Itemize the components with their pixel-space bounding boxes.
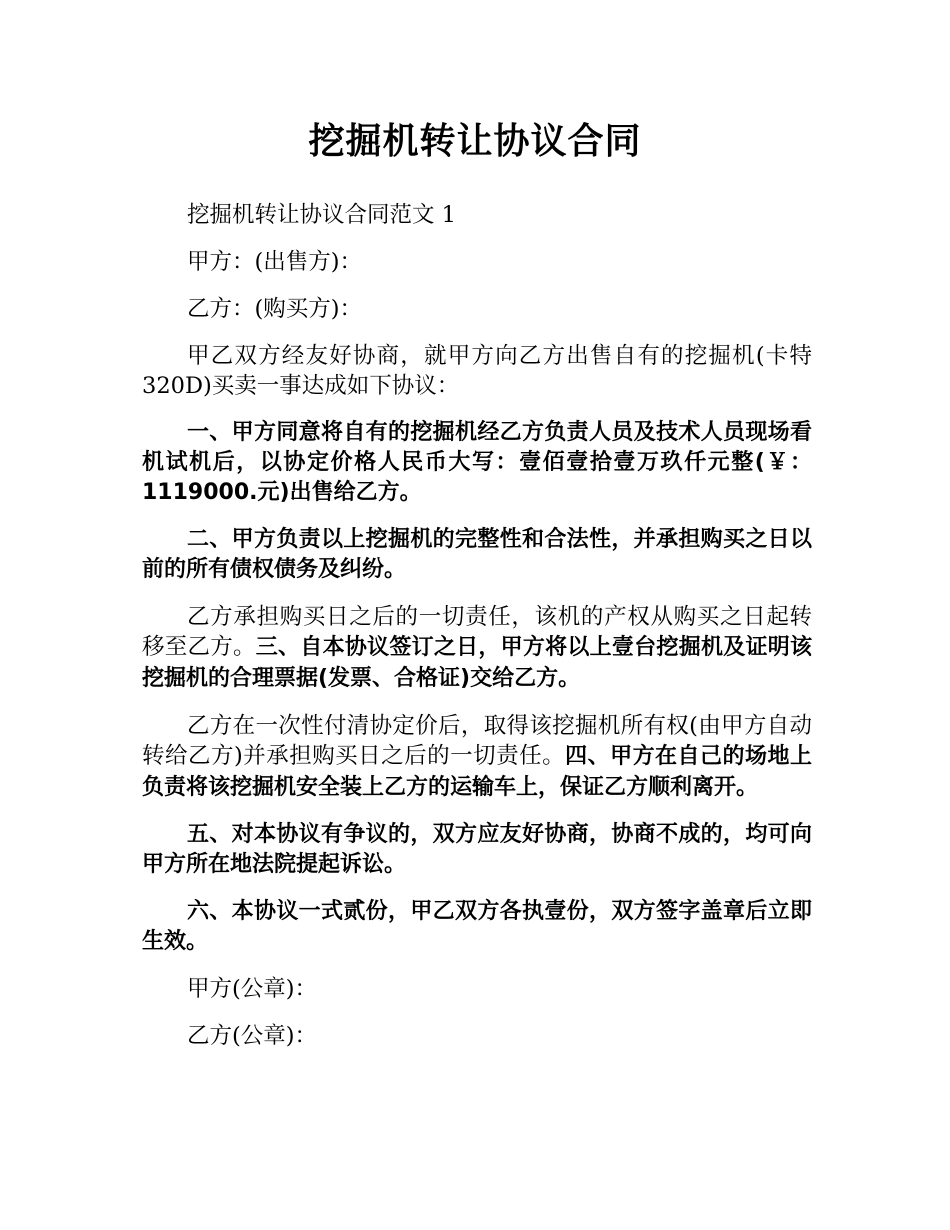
- clause-1: 一、甲方同意将自有的挖掘机经乙方负责人员及技术人员现场看机试机后，以协定价格人民币大写：壹佰壹拾壹万玖仟元整(￥：1119000.元)出售给乙方。: [142, 420, 812, 505]
- party-a-line: 甲方：(出售方)：: [187, 249, 363, 275]
- document-body: [142, 200, 812, 1068]
- responsibility-paragraph: [142, 602, 812, 694]
- clause-6: 六、本协议一式贰份，甲乙双方各执壹份，双方签字盖章后立即生效。: [142, 899, 812, 954]
- seal-a-line: 甲方(公章)：: [187, 976, 318, 1002]
- document-subtitle: 挖掘机转让协议合同范文 1: [187, 202, 456, 228]
- clause-2: 二、甲方负责以上挖掘机的完整性和合法性，并承担购买之日以前的所有债权债务及纠纷。: [142, 527, 812, 582]
- responsibility-text: 乙方承担购买日之后的一切责任，该机的产权从购买之日起转移至乙方。: [142, 604, 812, 660]
- ownership-text: 乙方在一次性付清协定价后，取得该挖掘机所有权(由甲方自动转给乙方)并承担购买日之后的一切责任。: [142, 713, 812, 769]
- seal-b-line: 乙方(公章)：: [187, 1023, 318, 1049]
- clause-4: 四、甲方在自己的场地上负责将该挖掘机安全装上乙方的运输车上，保证乙方顺利离开。: [142, 744, 812, 800]
- ownership-paragraph: [142, 711, 812, 803]
- document-title: 挖掘机转让协议合同: [308, 121, 642, 162]
- intro-paragraph: 甲乙双方经友好协商，就甲方向乙方出售自有的挖掘机(卡特 320D)买卖一事达成如下协议：: [142, 343, 812, 399]
- party-b-line: 乙方：(购买方)：: [187, 296, 363, 322]
- clause-3: 三、自本协议签订之日，甲方将以上壹台挖掘机及证明该挖掘机的合理票据(发票、合格证)交给乙方。: [142, 635, 812, 691]
- clause-5: 五、对本协议有争议的，双方应友好协商，协商不成的，均可向甲方所在地法院提起诉讼。: [142, 822, 812, 877]
